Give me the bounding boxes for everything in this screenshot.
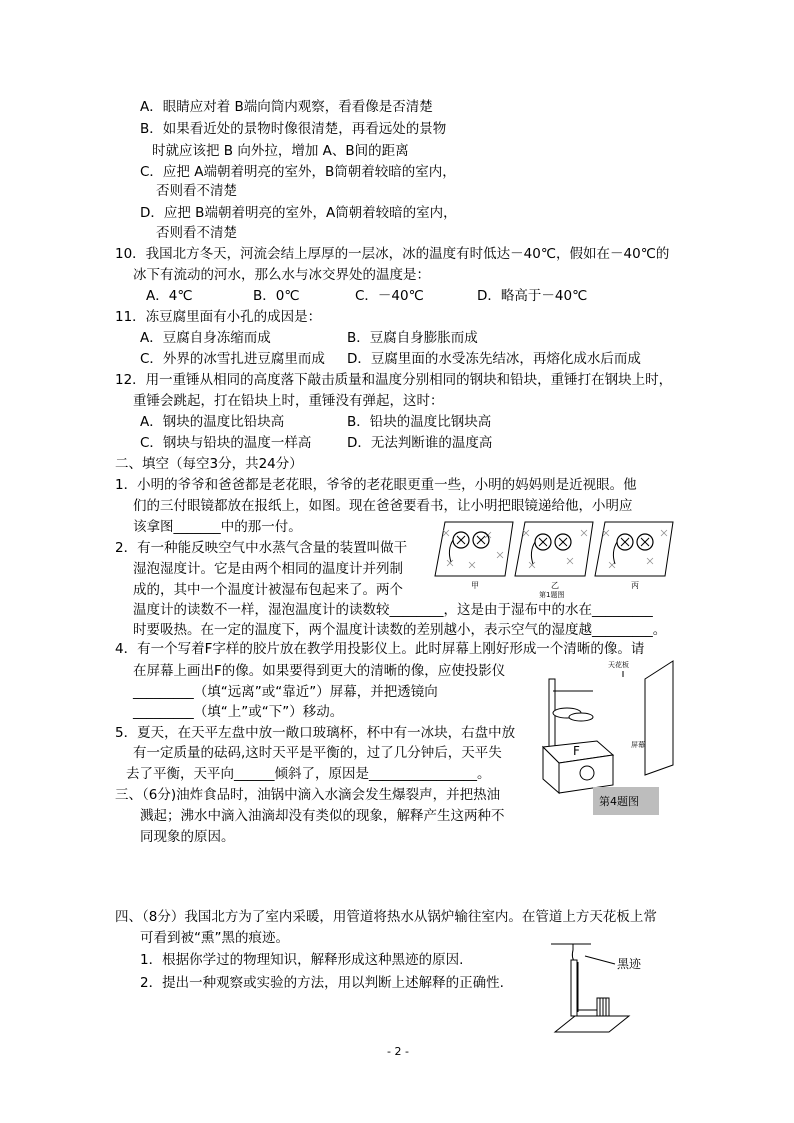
q9-option-c-line1: C．应把 A端朝着明亮的室外，B筒朝着较暗的室内， xyxy=(140,164,456,180)
projector-caption: 第4题图 xyxy=(599,795,639,808)
fill1-line3: 该拿图_______中的那一付。 xyxy=(133,519,302,535)
q11-option-a: A．豆腐自身冻缩而成 xyxy=(140,330,271,346)
section4-item2: 2．提出一种观察或实验的方法，用以判断上述解释的正确性. xyxy=(140,975,504,991)
q10-option-d: D．略高于－40℃ xyxy=(477,288,588,304)
q10-option-c: C．－40℃ xyxy=(355,288,424,304)
fill4-line3: _________（填“远离”或“靠近”）屏幕，并把透镜向 xyxy=(133,684,438,700)
fill2-line3: 成的，其中一个温度计被湿布包起来了。两个 xyxy=(133,582,403,598)
fill5-line2: 有一定质量的砝码,这时天平是平衡的，过了几分钟后，天平失 xyxy=(133,745,502,761)
q10-option-a: A．4℃ xyxy=(146,288,193,304)
section4-line1: 四、（8分）我国北方为了室内采暖，用管道将热水从锅炉输往室内。在管道上方天花板上常 xyxy=(115,909,657,925)
fill2-line4: 温度计的读数不一样，湿泡温度计的读数较________，这是由于湿布中的水在_________ xyxy=(133,602,653,618)
fill1-line1: 1．小明的爷爷和爸爸都是老花眼，爷爷的老花眼更重一些，小明的妈妈则是近视眼。他 xyxy=(115,477,637,493)
projector-figure xyxy=(535,655,690,820)
q9-option-d-line2: 否则看不清楚 xyxy=(156,225,237,241)
q11-option-c: C．外界的冰雪扎进豆腐里而成 xyxy=(140,351,325,367)
fill4-line2: 在屏幕上画出F的像。如果要得到更大的清晰的像，应使投影仪 xyxy=(133,663,506,679)
fill5-line3: 去了平衡，天平向______倾斜了，原因是________________。 xyxy=(126,766,491,782)
q9-option-d-line1: D．应把 B端朝着明亮的室外，A筒朝着较暗的室内， xyxy=(140,205,457,221)
section4-line2: 可看到被“熏”黑的痕迹。 xyxy=(140,930,289,946)
projector-f-letter: F xyxy=(573,744,580,758)
fill2-line2: 湿泡湿度计。它是由两个相同的温度计并列制 xyxy=(133,561,403,577)
q12-option-b: B．铅块的温度比钢块高 xyxy=(347,414,492,430)
pipe-figure xyxy=(545,940,675,1040)
q9-option-a: A．眼睛应对着 B端向筒内观察，看看像是否清楚 xyxy=(140,99,433,115)
q12-stem-line2: 重锤会跳起，打在铅块上时，重锤没有弹起，这时： xyxy=(133,393,444,409)
glasses-panel-jia xyxy=(435,522,513,576)
q10-option-b: B．0℃ xyxy=(253,288,300,304)
q12-option-d: D．无法判断谁的温度高 xyxy=(347,435,493,451)
q12-stem-line1: 12．用一重锤从相同的高度落下敲击质量和温度分别相同的钢块和铅块，重锤打在钢块上时， xyxy=(115,372,673,388)
section3-line3: 同现象的原因。 xyxy=(140,829,235,845)
section4-item1: 1．根据你学过的物理知识，解释形成这种黑迹的原因. xyxy=(140,952,464,968)
fill1-line2: 们的三付眼镜都放在报纸上，如图。现在爸爸要看书，让小明把眼镜递给他，小明应 xyxy=(133,498,633,514)
screen-label: 屏幕 xyxy=(631,741,645,749)
q12-option-a: A．钢块的温度比铅块高 xyxy=(140,414,285,430)
q11-option-b: B．豆腐自身膨胀而成 xyxy=(347,330,478,346)
glasses-caption: 第1题图 xyxy=(539,591,565,598)
q9-option-b-line1: B．如果看近处的景物时像很清楚，再看远处的景物 xyxy=(140,121,447,137)
q10-stem-line1: 10．我国北方冬天，河流会结上厚厚的一层冰，冰的温度有时低达－40℃，假如在－40℃的 xyxy=(115,246,670,262)
section3-line2: 溅起；沸水中滴入油滴却没有类似的现象，解释产生这两种不 xyxy=(140,808,505,824)
fill2-line5: 时要吸热。在一定的温度下，两个温度计读数的差别越小，表示空气的湿度越_________。 xyxy=(133,622,667,638)
fill2-line1: 2．有一种能反映空气中水蒸气含量的装置叫做干 xyxy=(115,540,408,556)
section3-line1: 三、（6分)油炸食品时，油锅中滴入水滴会发生爆裂声，并把热油 xyxy=(115,787,501,803)
section2-heading: 二、填空（每空3分，共24分） xyxy=(115,456,303,472)
fill5-line1: 5．夏天，在天平左盘中放一敞口玻璃杯，杯中有一冰块，右盘中放 xyxy=(115,725,516,741)
soot-label: 黑迹 xyxy=(617,957,642,971)
q12-option-c: C．钢块与铅块的温度一样高 xyxy=(140,435,312,451)
q11-option-d: D．豆腐里面的水受冻先结冰，再熔化成水后而成 xyxy=(347,351,641,367)
q10-stem-line2: 冰下有流动的河水，那么水与冰交界处的温度是： xyxy=(133,267,430,283)
glasses-figure xyxy=(433,518,683,598)
fill4-line1: 4．有一个写着F字样的胶片放在教学用投影仪上。此时屏幕上刚好形成一个清晰的像。请 xyxy=(115,641,645,657)
q9-option-c-line2: 否则看不清楚 xyxy=(156,183,237,199)
q9-option-b-line2: 时就应该把 B 向外拉，增加 A、B间的距离 xyxy=(152,143,409,159)
glasses-label-jia: 甲 xyxy=(471,581,479,590)
glasses-label-yi: 乙 xyxy=(551,581,559,590)
glasses-panel-bing xyxy=(595,522,673,576)
glasses-panel-yi xyxy=(515,522,593,576)
fill4-line4: _________（填“上”或“下”）移动。 xyxy=(133,704,344,720)
page-number: - 2 - xyxy=(387,1045,409,1058)
glasses-label-bing: 丙 xyxy=(631,581,639,590)
ceiling-label: 天花板 xyxy=(608,661,629,669)
q11-stem: 11．冻豆腐里面有小孔的成因是： xyxy=(115,309,322,325)
